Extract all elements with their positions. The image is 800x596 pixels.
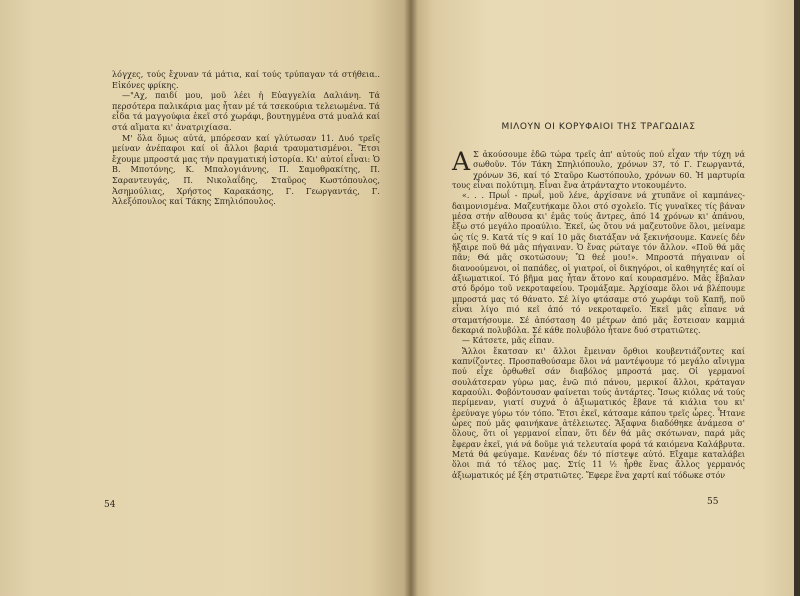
- right-paragraph-1-text: Σ ἀκούσουμε ἐδῶ τώρα τρεῖς ἀπ' αὐτούς πού εἶχαν τήν τύχη νά σωθοῦν. Τόν Τάκη Σπηλιόπουλο, χρόνων 37, τό Γ. Γεωργαντά, χρόνων 36, καί τό Σταῦρο Κωστόπουλο, χρόνων 60. Ἡ μαρτυρία τους εἶναι πολύτιμη. Εἶναι ἕνα ἀτράνταχτο ντοκουμέντο.: [452, 150, 745, 191]
- left-paragraph-1: λόγχες, τούς ἔχυναν τά μάτια, καί τούς τρύπαγαν τά στήθεια.. Εἰκόνες φρίκης.: [112, 69, 380, 90]
- right-paragraph-4: Ἄλλοι ἔκατσαν κι' ἄλλοι ἔμειναν ὄρθιοι κουβεντιάζοντες καί καπνίζοντες. Προσπαθούσαμε ὅλοι νά μαντέψουμε τό μεγάλο αἴνιγμα πού εἶχε ὀρθωθεῖ σάν διαβόλος μπροστά μας. Οἱ γερμανοί σουλάτσεραν γύρω μας, ἐνῶ πιό πάνου, μερικοί ἄλλοι, κράταγαν καραούλι. Φοβόντουσαν φαίνεται τούς ἀντάρτες. Ἴσως κιόλας νά τούς περίμεναν, γιατί συχνά ὁ ἀξιωματικός ἔβανε τά κιάλια του κι' ἐρεύναγε γύρω τόν τόπο. Ἔτσι ἐκεῖ, κάτσαμε κάπου τρεῖς ὧρες. Ἦτανε ὧρες πού μᾶς φαινήκανε ἀτέλειωτες. Ἄξαφνα διαδόθηκε ἀνάμεσα σ' ὅλους, ὅτι οἱ γερμανοί εἶπαν, ὅτι δέν θά μᾶς σκότωναν, παρά μᾶς ἔφεραν ἐκεῖ, γιά νά δοῦμε γιά τελευταία φορά τά καιόμενα Καλάβρυτα. Μετά θά φεύγαμε. Κανένας δέν τό πίστεψε αὐτό. Εἴχαμε καταλάβει ὅλοι πιά τό τέλος μας. Στίς 11 ½ ἦρθε ἕνας ἄλλος γερμανός ἀξιωματικός μέ ξέη στρατιῶτες. Ἔφερε ἕνα χαρτί καί τόδωκε στόν: [452, 346, 745, 480]
- page-edge: [794, 0, 800, 596]
- left-paragraph-2: —"Αχ, παιδί μου, μοῦ λέει ἡ Εὐαγγελία Δαλιάνη. Τά περσότερα παλικάρια μας ἦταν μέ τά τσεκούρια τελειωμένα. Τά εἶδα τά μαγγούφια ἐκεῖ στό χωράφι, βουτηγμένα στά μυαλά καί στά αἵματα κι' ἀνατριχίασα.: [112, 90, 380, 132]
- right-paragraph-2: «. . . Πρωΐ - πρωΐ, μοῦ λένε, ἀρχίσανε νά χτυπᾶνε οἱ καμπάνες-δαιμονισμένα. Μαζευτήκαμε ὅλοι στό σχολεῖο. Τίς γυναῖκες τίς βάναν μέσα στήν αἴθουσα κι' ἐμᾶς τούς ἄντρες, ἀπό 14 χρόνων κι' ἀπάνου, ἔξω στό μεγάλο προαύλιο. Ἐκεῖ, ὡς ὅτου νά μαζευτοῦνε ὅλοι, μείναμε ὡς τίς 9. Κατά τίς 9 καί 10 μᾶς διατάξαν νά ξεκινήσουμε. Κανείς δέν ἤξαιρε ποῦ θά μᾶς πήγαιναν. Ὁ ἕνας ρώταγε τόν ἄλλον. «Ποῦ θά μᾶς πᾶν; Θά μᾶς σκοτώσουν; Ὢ θεέ μου!». Μπροστά πήγαιναν οἱ διανοούμενοι, οἱ παπάδες, οἱ γιατροί, οἱ δικηγόροι, οἱ καθηγητές καί οἱ ἀξιωματικοί. Τό βῆμα μας ἦταν ἄτονο καί κουρασμένο. Μᾶς ἔβαλαν στό δρόμο τοῦ νεκροταφείου. Τρομάξαμε. Ἀρχίσαμε ὅλοι νά βλέπουμε μπροστά μας τό θάνατο. Σέ λίγο φτάσαμε στό χωράφι τοῦ Καπῆ, ποῦ εἶναι λίγο πιό κεῖ ἀπό τό νεκροταφεῖο. Ἐκεῖ μᾶς εἶπανε νά σταματήσουμε. Σέ ἀπόσταση 40 μέτρων ἀπό μᾶς ἔστεισαν καμμιά δεκαριά πολυβόλα. Σέ κάθε πολυβόλο ἦτανε δυό στρατιῶτες.: [452, 191, 745, 335]
- left-paragraph-3: Μ' ὅλα ὅμως αὐτά, μπόρεσαν καί γλύτωσαν 11. Δυό τρεῖς μείναν ἀνέπαφοι καί οἱ ἄλλοι βαριά τραυματισμένοι. Ἔτσι ἔχουμε μπροστά μας τήν πραγματική ἱστορία. Κι' αὐτοί εἶναι: Ὁ Β. Μποτόνης, Κ. Μπαλογιάννης, Π. Σαμοθρακίτης, Π. Σαραντευγάς, Π. Νικολαΐδης, Σταῦρος Κωστόπουλος, Ἀσημούλιας, Χρήστος Καρακάσης, Γ. Γεωργαντάς, Γ. Ἀλεξόπουλος καί Τάκης Σπηλιόπουλος.: [112, 132, 380, 207]
- right-page-text: [452, 147, 745, 481]
- chapter-title: ΜΙΛΟΥΝ ΟΙ ΚΟΡΥΦΑΙΟΙ ΤΗΣ ΤΡΑΓΩΔΙΑΣ: [501, 122, 696, 132]
- book-gutter: [404, 0, 418, 596]
- right-paragraph-1: [452, 147, 745, 191]
- left-page-number: 54: [104, 500, 116, 510]
- right-page-number: 55: [707, 497, 719, 507]
- right-paragraph-3: — Κάτσετε, μᾶς εἶπαν.: [462, 336, 555, 346]
- drop-cap: Α: [452, 147, 471, 176]
- left-page-text: [112, 69, 380, 207]
